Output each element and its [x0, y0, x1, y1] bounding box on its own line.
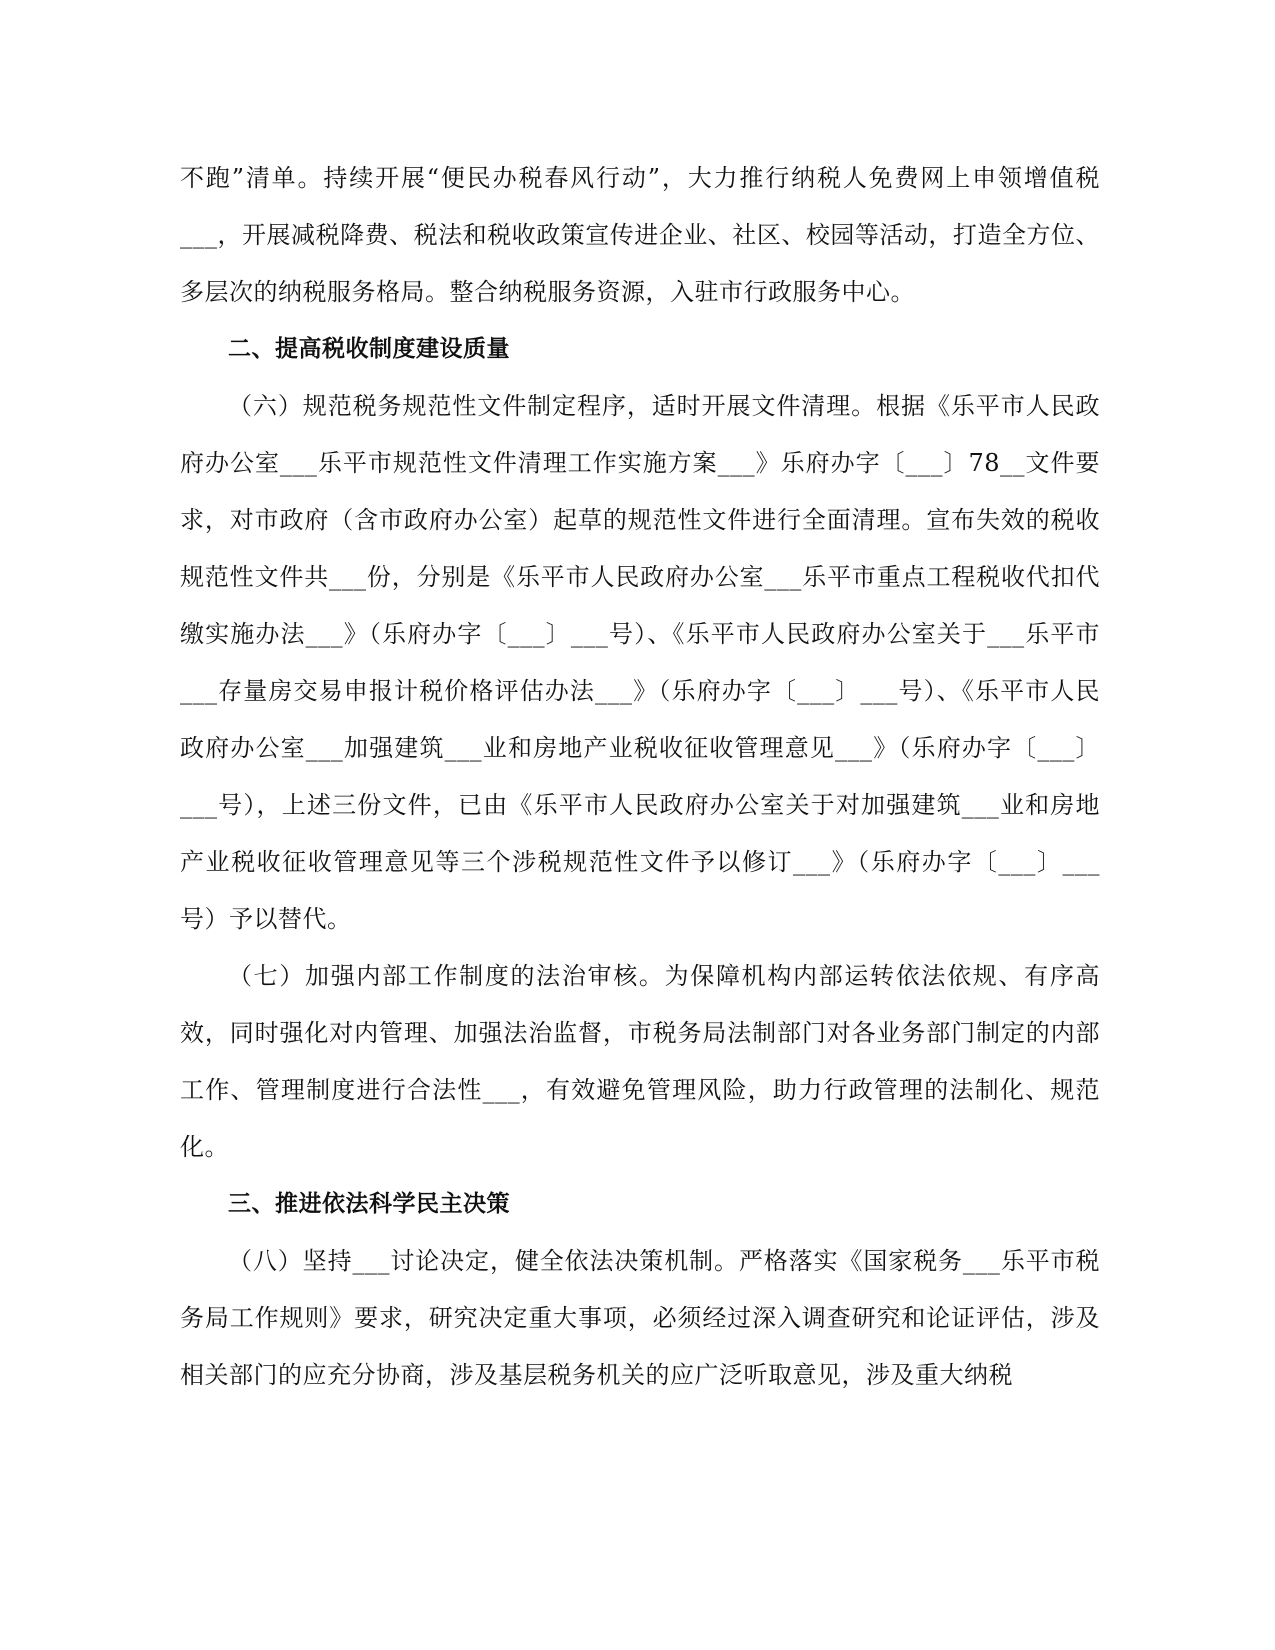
paragraph-item-seven: （七）加强内部工作制度的法治审核。为保障机构内部运转依法依规、有序高效，同时强化对内管理、加强法治监督，市税务局法制部门对各业务部门制定的内部工作、管理制度进行合法性___，有效避免管理风险，助力行政管理的法制化、规范化。	[180, 962, 1100, 1161]
paragraph-service-continuation: 不跑”清单。持续开展“便民办税春风行动”，大力推行纳税人免费网上申领增值税___，开展减税降费、税法和税收政策宣传进企业、社区、校园等活动，打造全方位、多层次的纳税服务格局。整合纳税服务资源，入驻市行政服务中心。	[180, 164, 1100, 306]
paragraph-item-six: （六）规范税务规范性文件制定程序，适时开展文件清理。根据《乐平市人民政府办公室___乐平市规范性文件清理工作实施方案___》乐府办字〔___〕78__文件要求，对市政府（含市政府办公室）起草的规范性文件进行全面清理。宣布失效的税收规范性文件共___份，分别是《乐平市人民政府办公室___乐平市重点工程税收代扣代缴实施办法___》（乐府办字〔___〕___号）、《乐平市人民政府办公室关于___乐平市___存量房交易申报计税价格评估办法___》（乐府办字〔___〕___号）、《乐平市人民政府办公室___加强建筑___业和房地产业税收征收管理意见___》（乐府办字〔___〕___号），上述三份文件，已由《乐平市人民政府办公室关于对加强建筑___业和房地产业税收征收管理意见等三个涉税规范性文件予以修订___》（乐府办字〔___〕___号）予以替代。	[180, 392, 1100, 933]
section-heading-two: 二、提高税收制度建设质量	[228, 336, 510, 362]
paragraph-item-eight: （八）坚持___讨论决定，健全依法决策机制。严格落实《国家税务___乐平市税务局工作规则》要求，研究决定重大事项，必须经过深入调查研究和论证评估，涉及相关部门的应充分协商，涉及基层税务机关的应广泛听取意见，涉及重大纳税	[180, 1247, 1100, 1389]
document-page	[180, 150, 1100, 1404]
section-heading-three: 三、推进依法科学民主决策	[228, 1191, 510, 1217]
